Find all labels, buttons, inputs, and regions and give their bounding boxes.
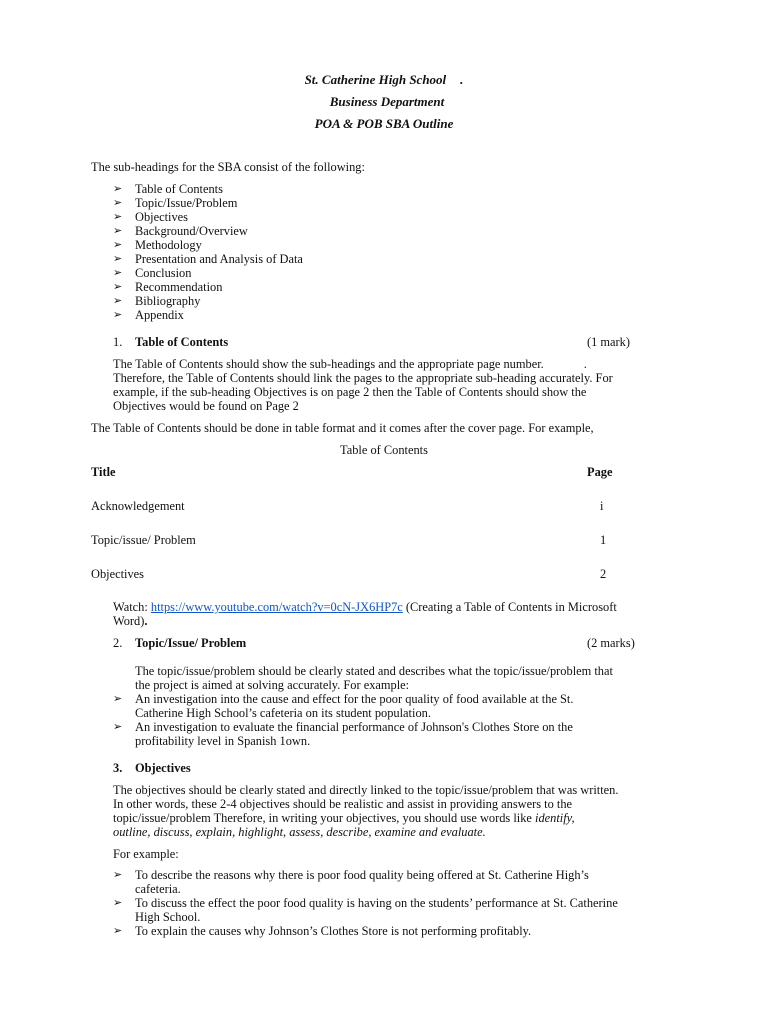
intro-text: The sub-headings for the SBA consist of the following: [91,160,365,174]
watch-description: (Creating a Table of Contents in Microsoft [405,600,617,614]
section3-number: 3. [113,761,123,775]
section3-heading [113,761,191,775]
list-item: ➢ Conclusion [113,266,303,280]
toc-head-page: Page [587,465,613,479]
outline-title: POA & POB SBA Outline [314,116,454,131]
list-item: ➢ Bibliography [113,294,303,308]
toc-caption: Table of Contents [340,443,428,457]
watch-paragraph: Watch: https://www.youtube.com/watch?v=0cN-JX6HP7c (Creating a Table of Contents in Microsoft Word). [113,600,617,628]
table-row-page: 2 [600,567,607,581]
section1-marks: (1 mark) [587,335,631,349]
watch-label: Watch: [113,600,148,614]
table-note: The Table of Contents should be done in table format and it comes after the cover page. For example, [91,421,594,435]
youtube-link[interactable]: https://www.youtube.com/watch?v=0cN-JX6HP7c [150,600,403,614]
list-item: ➢ Recommendation [113,280,303,294]
table-row-page: 1 [600,533,607,547]
list-item: ➢ Presentation and Analysis of Data [113,252,303,266]
section2-title: Topic/Issue/ Problem [135,636,247,650]
table-row-title: Topic/issue/ Problem [91,533,196,547]
list-item: ➢ To explain the causes why Johnson’s Clothes Store is not performing profitably. [113,924,688,938]
table-row-page: i [600,499,604,513]
list-item: ➢ Objectives [113,210,303,224]
section2-marks: (2 marks) [587,636,635,650]
school-title [0,73,768,87]
section3-paragraph: The objectives should be clearly stated and directly linked to the topic/issue/problem that was written. In other words, these 2-4 objectives should be realistic and assist in providing answers to the topic/issue/problem Therefore, in writing your objectives, you should use words like identify, outline, discuss, explain, highlight, assess, describe, examine and evaluate. [113,783,619,839]
section2-number: 2. [113,636,123,650]
school-trail: . [460,72,464,87]
list-item: ➢ To discuss the effect the poor food quality is having on the students’ performance at St. Catherine High School. [113,896,688,924]
list-item: ➢ Table of Contents [113,182,303,196]
toc-head-title: Title [91,465,116,479]
section2-example-list [113,692,673,748]
list-item: ➢ To describe the reasons why there is poor food quality being offered at St. Catherine High’s cafeteria. [113,868,688,896]
section3-title: Objectives [135,761,191,775]
section1-number: 1. [113,335,123,349]
section3-example-list [113,868,688,938]
list-item: ➢ Methodology [113,238,303,252]
section2-heading [113,636,246,650]
table-row-title: Objectives [91,567,144,581]
list-item: ➢ Background/Overview [113,224,303,238]
section1-heading [113,335,228,349]
list-item: ➢ Topic/Issue/Problem [113,196,303,210]
department-title: Business Department [329,94,445,109]
school-name: St. Catherine High School [304,72,447,87]
table-row-title: Acknowledgement [91,499,185,513]
section1-paragraph: The Table of Contents should show the sub-headings and the appropriate page number. . Therefore, the Table of Contents should link the pages to the appropriate sub-heading accurately. For example, if the sub-heading Objectives is on page 2 then the Table of Contents should show the Objectives would be found on Page 2 [113,357,613,413]
subheading-list [113,182,303,322]
list-item: ➢ An investigation into the cause and effect for the poor quality of food available at the St. Catherine High School’s cafeteria on its student population. [113,692,673,720]
section2-paragraph: The topic/issue/problem should be clearly stated and describes what the topic/issue/problem that the project is aimed at solving accurately. For example: [135,664,613,692]
section1-title: Table of Contents [135,335,229,349]
example-label: For example: [113,847,179,861]
list-item: ➢ Appendix [113,308,303,322]
list-item: ➢ An investigation to evaluate the financial performance of Johnson's Clothes Store on the profitability level in Spanish 1own. [113,720,673,748]
